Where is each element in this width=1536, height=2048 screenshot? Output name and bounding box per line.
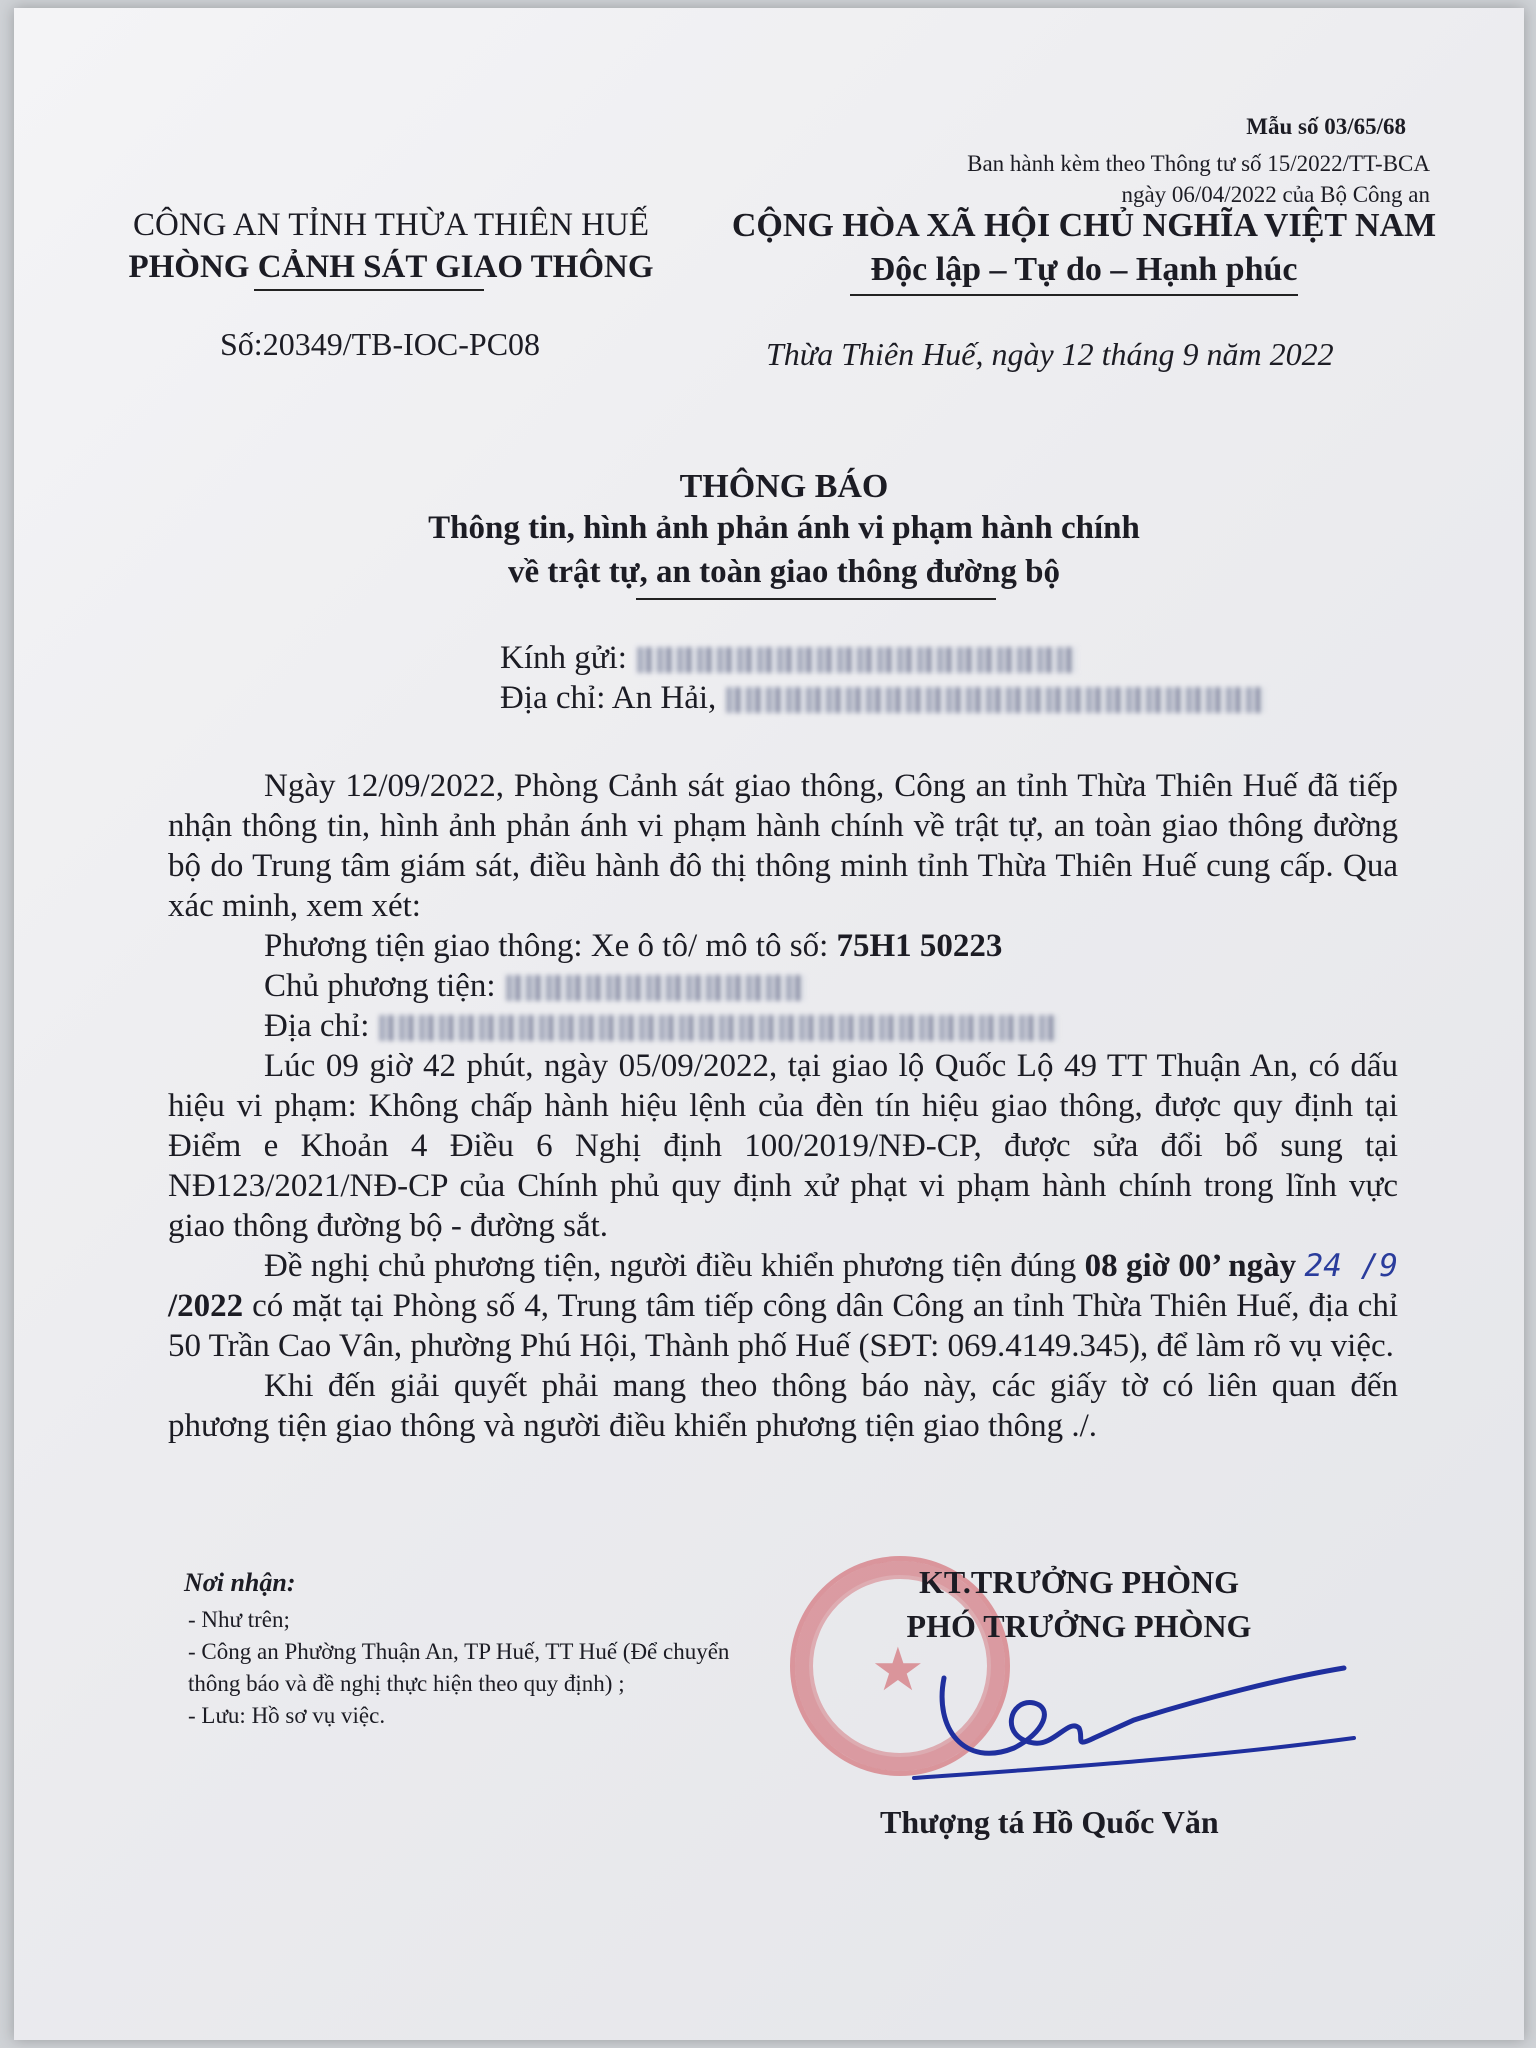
- paragraph-documents: Khi đến giải quyết phải mang theo thông báo này, các giấy tờ có liên quan đến phương tiện giao thông và người điều khiển phương tiện giao thông ./.: [168, 1368, 1398, 1444]
- document-title: THÔNG BÁO: [679, 468, 889, 505]
- nation-motto: Độc lập – Tự do – Hạnh phúc: [870, 251, 1298, 288]
- license-plate: 75H1 50223: [836, 928, 1003, 964]
- agency-underline: [254, 289, 484, 291]
- receivers-list: [188, 1604, 758, 1732]
- issued-line-1: Ban hành kèm theo Thông tư số 15/2022/TT-BCA: [967, 151, 1430, 176]
- recipient-label: Kính gửi:: [500, 640, 627, 676]
- summons-location: có mặt tại Phòng số 4, Trung tâm tiếp công dân Công an tỉnh Thừa Thiên Huế, địa chỉ 50 Trần Cao Vân, phường Phú Hội, Thành phố Huế (SĐT: 069.4149.345), để làm rõ vụ việc.: [168, 1288, 1398, 1364]
- recipient-address-label: Địa chỉ: An Hải,: [500, 680, 717, 716]
- national-heading: [704, 204, 1464, 292]
- form-issued-note: [967, 148, 1430, 210]
- issued-line-2: ngày 06/04/2022 của Bộ Công an: [1121, 182, 1430, 207]
- vehicle-label: Phương tiện giao thông: Xe ô tô/ mô tô số:: [264, 928, 829, 964]
- paragraph-summons: [168, 1246, 1398, 1366]
- receiver-item: - Lưu: Hồ sơ vụ việc.: [188, 1703, 386, 1728]
- owner-address-label: Địa chỉ:: [264, 1008, 370, 1044]
- owner-line: [168, 966, 1398, 1006]
- summons-time: 08 giờ 00’ ngày: [1084, 1248, 1297, 1284]
- document-page: [14, 8, 1524, 2040]
- summons-year: /2022: [168, 1288, 244, 1324]
- redacted-owner-name: [506, 975, 806, 1001]
- paragraph-violation: Lúc 09 giờ 42 phút, ngày 05/09/2022, tại giao lộ Quốc Lộ 49 TT Thuận An, có dấu hiệu vi phạm: Không chấp hành hiệu lệnh của đèn tín hiệu giao thông, được quy định tại Điểm e Khoản 4 Điều 6 Nghị định 100/2019/NĐ-CP, được sửa đổi bổ sung tại NĐ123/2021/NĐ-CP của Chính phủ quy định xử phạt vi phạm hành chính trong lĩnh vực giao thông đường bộ - đường sắt.: [168, 1048, 1398, 1244]
- redacted-owner-address: [379, 1015, 1059, 1041]
- document-number: Số:20349/TB-IOC-PC08: [220, 326, 541, 362]
- notice-body: [168, 766, 1398, 1446]
- recipient-block: [500, 638, 1266, 718]
- star-icon: ★: [871, 1637, 925, 1703]
- redacted-recipient-name: [637, 647, 1077, 673]
- receiver-item: - Công an Phường Thuận An, TP Huế, TT Huế (Để chuyển thông báo và đề nghị thực hiện theo quy định) ;: [188, 1639, 730, 1696]
- signer-name: Thượng tá Hồ Quốc Văn: [880, 1804, 1219, 1840]
- agency-parent: CÔNG AN TỈNH THỪA THIÊN HUẾ: [132, 207, 649, 243]
- signature-authority: KT.TRƯỞNG PHÒNG: [919, 1564, 1239, 1600]
- document-subtitle-2: về trật tự, an toàn giao thông đường bộ: [507, 554, 1060, 590]
- recipient-address-line: [500, 678, 1266, 718]
- recipient-line: [500, 638, 1266, 678]
- vehicle-line: [168, 926, 1398, 966]
- nation-name: CỘNG HÒA XÃ HỘI CHỦ NGHĨA VIỆT NAM: [731, 207, 1437, 244]
- receiver-item: - Như trên;: [188, 1607, 290, 1632]
- form-code: Mẫu số 03/65/68: [1246, 114, 1406, 139]
- paragraph-received: Ngày 12/09/2022, Phòng Cảnh sát giao thông, Công an tỉnh Thừa Thiên Huế đã tiếp nhận thông tin, hình ảnh phản ánh vi phạm hành chính về trật tự, an toàn giao thông đường bộ do Trung tâm giám sát, điều hành đô thị thông minh tỉnh Thừa Thiên Huế cung cấp. Qua xác minh, xem xét:: [168, 768, 1398, 924]
- document-subtitle-1: Thông tin, hình ảnh phản ánh vi phạm hành chính: [428, 510, 1140, 546]
- owner-address-line: [168, 1006, 1398, 1046]
- motto-underline: [850, 294, 1298, 296]
- handwritten-signature: [904, 1658, 1364, 1798]
- handwritten-date: 24 /9: [1304, 1248, 1398, 1284]
- agency-unit: PHÒNG CẢNH SÁT GIAO THÔNG: [128, 249, 654, 285]
- signature-position: PHÓ TRƯỞNG PHÒNG: [906, 1608, 1252, 1644]
- receivers-heading: Nơi nhận:: [184, 1568, 296, 1597]
- summons-text: Đề nghị chủ phương tiện, người điều khiển phương tiện đúng: [264, 1248, 1077, 1284]
- signature-title: [854, 1560, 1304, 1648]
- title-underline: [636, 598, 996, 600]
- redacted-recipient-address: [726, 687, 1266, 713]
- place-and-date: Thừa Thiên Huế, ngày 12 tháng 9 năm 2022: [766, 336, 1334, 372]
- issuing-agency: [102, 204, 680, 288]
- owner-label: Chủ phương tiện:: [264, 968, 496, 1004]
